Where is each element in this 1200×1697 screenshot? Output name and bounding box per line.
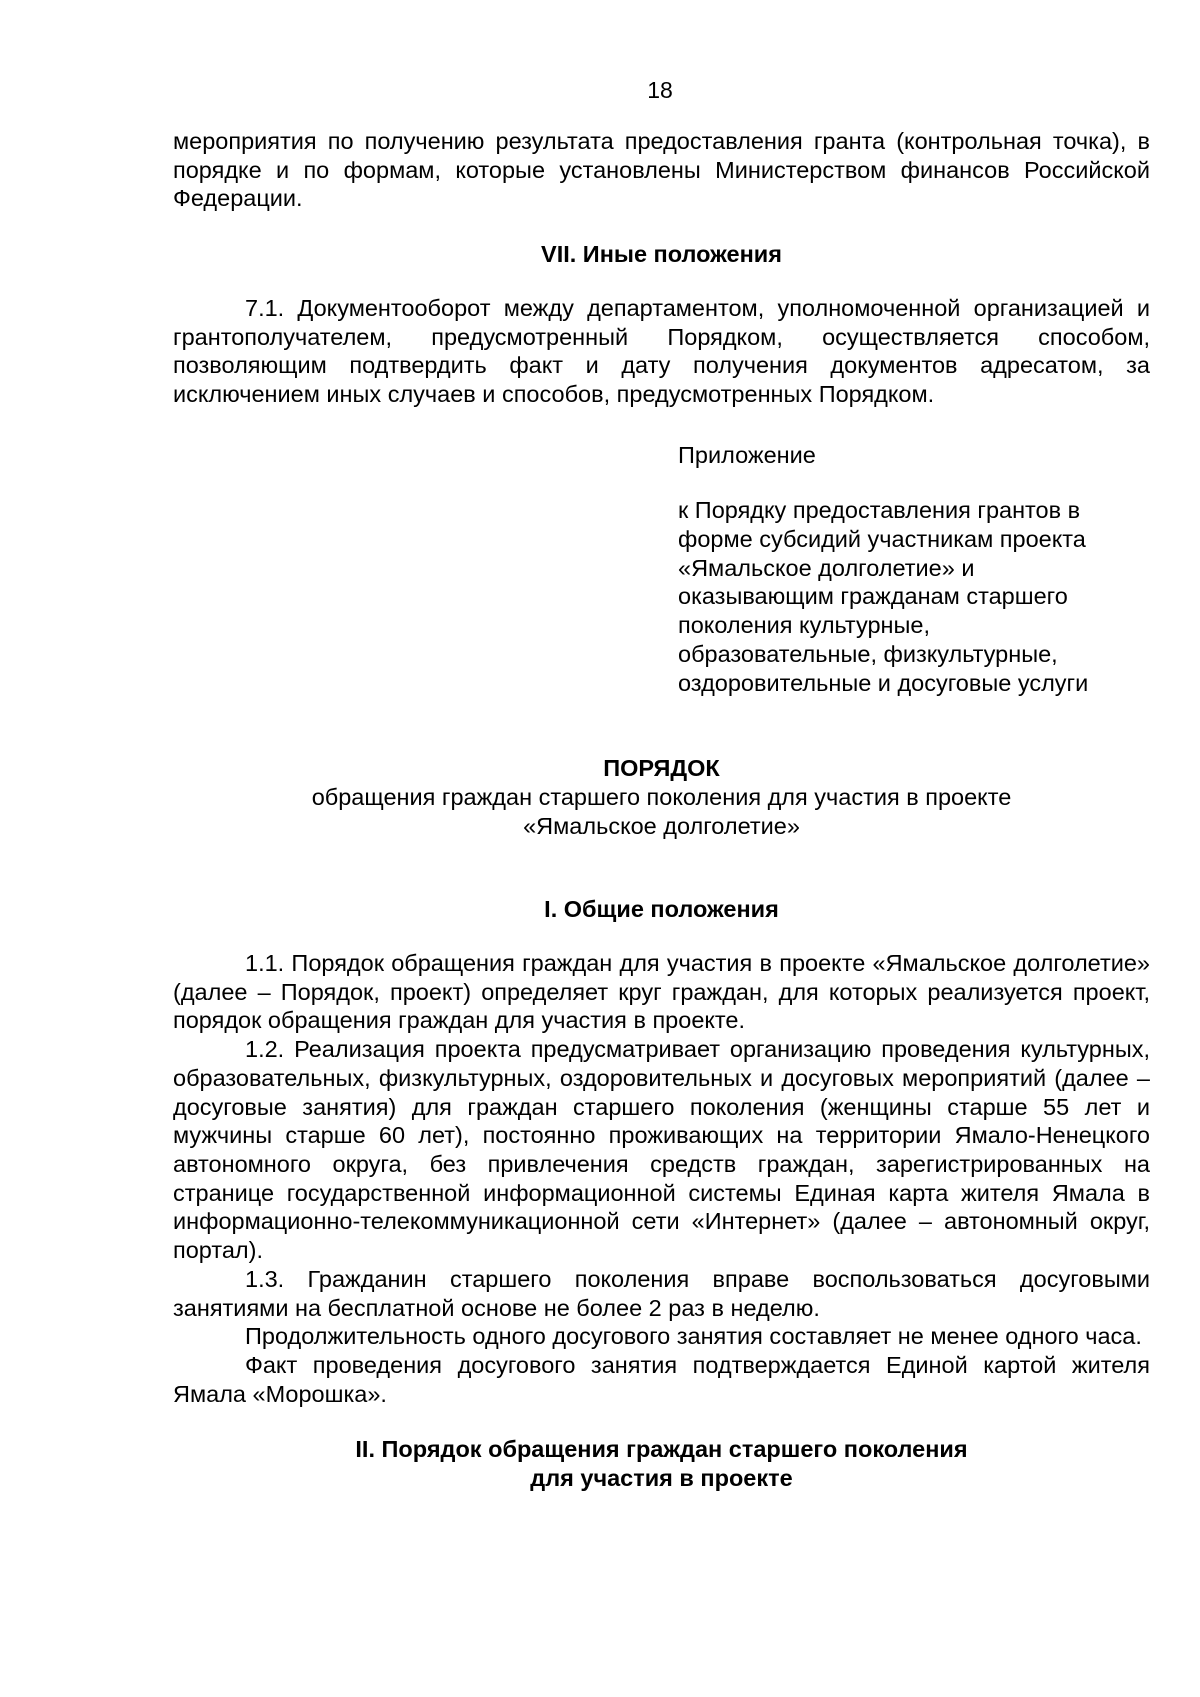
section-ii-heading-line1: II. Порядок обращения граждан старшего поколения — [355, 1436, 968, 1463]
paragraph-1-1: 1.1. Порядок обращения граждан для участия в проекте «Ямальское долголетие» (далее – Порядок, проект) определяет круг граждан, для которых реализуется проект, порядок обращения граждан для участия в проекте. — [173, 950, 1150, 1034]
order-subtitle-line1: обращения граждан старшего поколения для участия в проекте — [311, 783, 1012, 810]
paragraph-1-2: 1.2. Реализация проекта предусматривает организацию проведения культурных, образовательных, физкультурных, оздоровительных и досуговых мероприятий (далее – досуговые занятия) для граждан старшего поколения (женщины старше 55 лет и мужчины старше 60 лет), постоянно проживающих на территории Ямало-Ненецкого автономного округа, без привлечения средств граждан, зарегистрированных на странице государственной информационной системы Единая карта жителя Ямала в информационно-телекоммуникационной сети «Интернет» (далее – автономный округ, портал). — [173, 1036, 1150, 1264]
appendix-title: Приложение — [678, 441, 816, 468]
order-subtitle-line2: «Ямальское долголетие» — [523, 812, 800, 839]
paragraph-7-1: 7.1. Документооборот между департаментом, уполномоченной организацией и грантополучателем, предусмотренный Порядком, осуществляется способом, позволяющим подтвердить факт и дату получения документов адресатом, за исключением иных случаев и способов, предусмотренных Порядком. — [173, 294, 1150, 407]
appendix-block — [678, 441, 1150, 698]
appendix-line: оказывающим гражданам старшего — [678, 583, 1068, 610]
appendix-line: образовательные, физкультурные, — [678, 640, 1058, 667]
appendix-line: оздоровительные и досуговые услуги — [678, 669, 1089, 696]
order-title: ПОРЯДОК — [603, 755, 720, 782]
document-body — [173, 127, 1150, 1493]
section-ii-heading-line2: для участия в проекте — [530, 1465, 793, 1492]
appendix-line: форме субсидий участникам проекта — [678, 526, 1086, 553]
appendix-line: «Ямальское долголетие» и — [678, 554, 975, 581]
intro-paragraph: мероприятия по получению результата предоставления гранта (контрольная точка), в порядке и по формам, которые установлены Министерством финансов Российской Федерации. — [173, 128, 1150, 212]
appendix-line: к Порядку предоставления грантов в — [678, 497, 1081, 524]
paragraph-1-3: 1.3. Гражданин старшего поколения вправе воспользоваться досуговыми занятиями на бесплатной основе не более 2 раз в неделю. — [173, 1265, 1150, 1321]
page-number: 18 — [647, 77, 673, 103]
section-i-heading: I. Общие положения — [544, 896, 779, 923]
section-vii-heading: VII. Иные положения — [541, 241, 782, 268]
appendix-line: поколения культурные, — [678, 612, 930, 639]
paragraph-fact: Факт проведения досугового занятия подтверждается Единой картой жителя Ямала «Морошка». — [173, 1351, 1150, 1407]
paragraph-duration: Продолжительность одного досугового занятия составляет не менее одного часа. — [245, 1323, 1142, 1350]
appendix-text — [678, 496, 1150, 697]
